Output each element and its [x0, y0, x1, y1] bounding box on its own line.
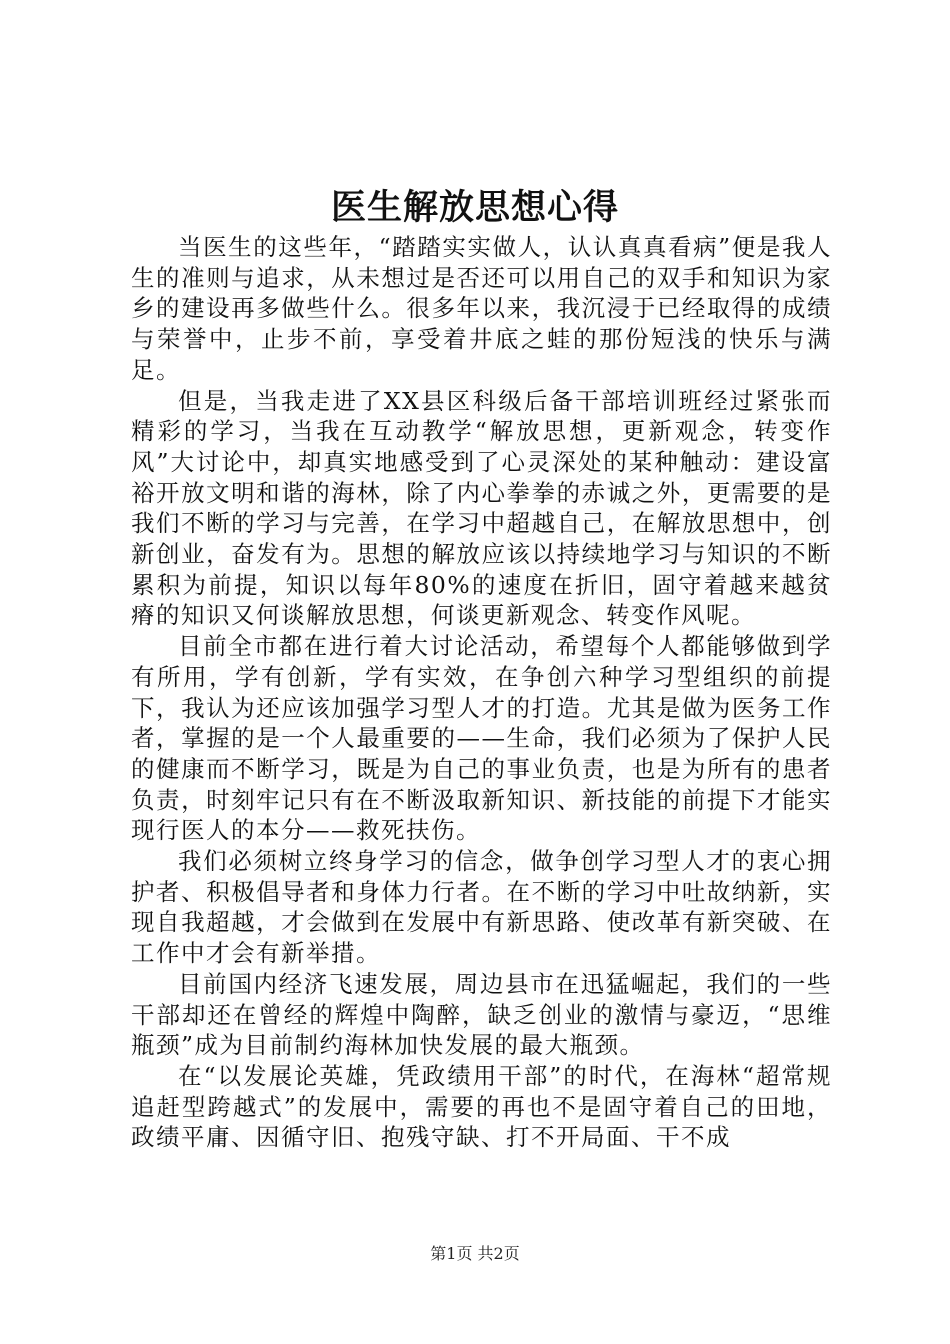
paragraph-6: 在“以发展论英雄，凭政绩用干部”的时代，在海林“超常规追赶型跨越式”的发展中，需要的再也不是固守着自己的田地，政绩平庸、因循守旧、抱残守缺、打不开局面、干不成: [131, 1061, 832, 1152]
document-body: [131, 232, 832, 1153]
page-number-footer: 第1页 共2页: [430, 1244, 520, 1263]
paragraph-2: 但是，当我走进了XX县区科级后备干部培训班经过紧张而精彩的学习，当我在互动教学“解放思想，更新观念，转变作风”大讨论中，却真实地感受到了心灵深处的某种触动：建设富裕开放文明和谐的海林，除了内心拳拳的赤诚之外，更需要的是我们不断的学习与完善，在学习中超越自己，在解放思想中，创新创业，奋发有为。思想的解放应该以持续地学习与知识的不断累积为前提，知识以每年80%的速度在折旧，固守着越来越贫瘠的知识又何谈解放思想，何谈更新观念、转变作风呢。: [131, 386, 832, 630]
paragraph-3: 目前全市都在进行着大讨论活动，希望每个人都能够做到学有所用，学有创新，学有实效，在争创六种学习型组织的前提下，我认为还应该加强学习型人才的打造。尤其是做为医务工作者，掌握的是一个人最重要的——生命，我们必须为了保护人民的健康而不断学习，既是为自己的事业负责，也是为所有的患者负责，时刻牢记只有在不断汲取新知识、新技能的前提下才能实现行医人的本分——救死扶伤。: [131, 632, 832, 845]
document-title: 医生解放思想心得: [330, 187, 619, 228]
paragraph-4: 我们必须树立终身学习的信念，做争创学习型人才的衷心拥护者、积极倡导者和身体力行者。在不断的学习中吐故纳新，实现自我超越，才会做到在发展中有新思路、使改革有新突破、在工作中才会有新举措。: [131, 847, 832, 968]
paragraph-5: 目前国内经济飞速发展，周边县市在迅猛崛起，我们的一些干部却还在曾经的辉煌中陶醉，缺乏创业的激情与豪迈，“思维瓶颈”成为目前制约海林加快发展的最大瓶颈。: [131, 969, 832, 1060]
paragraph-1: 当医生的这些年，“踏踏实实做人，认认真真看病”便是我人生的准则与追求，从未想过是否还可以用自己的双手和知识为家乡的建设再多做些什么。很多年以来，我沉浸于已经取得的成绩与荣誉中，止步不前，享受着井底之蛙的那份短浅的快乐与满足。: [131, 233, 832, 384]
